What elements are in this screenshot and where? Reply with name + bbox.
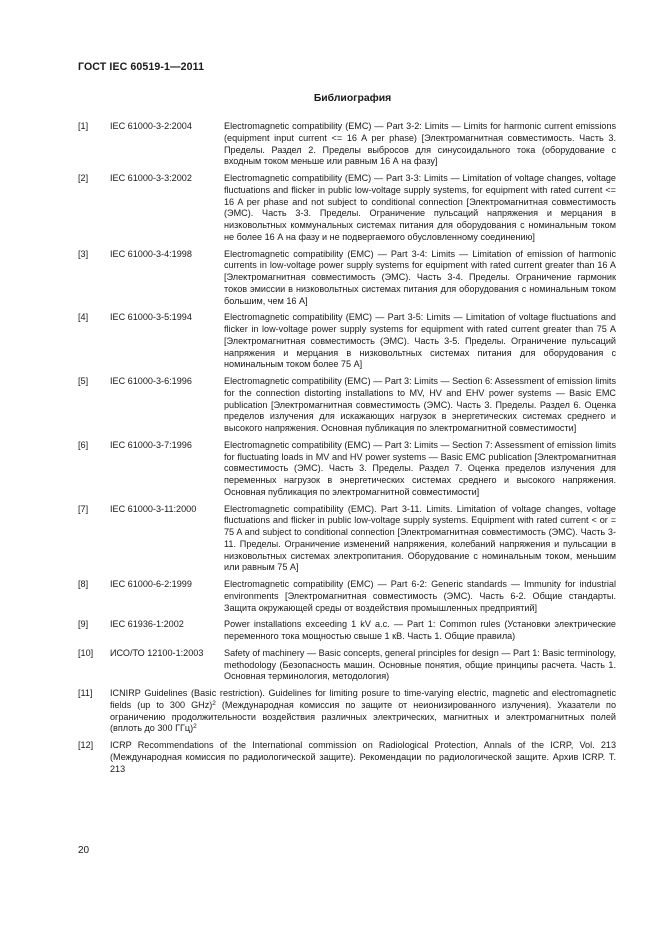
entry-standard-code: IEC 61000-3-5:1994 <box>110 312 192 323</box>
bibliography-entry <box>78 688 616 735</box>
entry-number: [1] <box>78 121 89 131</box>
entry-standard-code: IEC 61000-3-11:2000 <box>110 503 197 514</box>
entry-standard-code: IEC 61936-1:2002 <box>110 619 184 630</box>
footnote-mark: 2 <box>212 699 216 707</box>
entry-standard-code: IEC 61000-3-2:2004 <box>110 121 192 131</box>
entry-number: [3] <box>78 248 89 259</box>
entry-text-part: (Международная комиссия по защите от неионизированного излучения). Указатели по ограничению продолжительности воздействия различных электрических, магнитных и электромагнитных полей (вплоть до 300 ГГц) <box>110 699 617 734</box>
entry-text: Electromagnetic compatibility (EMC) — Part 3-5: Limits — Limitation of voltage fluctuations and flicker in low-voltage power supply systems for equipment with rated current greater than 75 A [Электромагнитная совместимость (ЭМС). Часть 3-5. Пределы. Ограничение пульсаций напряжения и мерцания в низковольтных системах питания для оборудования с номинальным током более 75 А] <box>224 312 616 370</box>
entry-standard-code: IEC 61000-3-4:1998 <box>110 248 192 259</box>
bibliography-entry <box>78 312 616 371</box>
bibliography-entry <box>78 173 616 244</box>
entry-number: [12] <box>78 740 94 750</box>
bibliography-entry <box>78 579 616 614</box>
entry-text: Electromagnetic compatibility (EMC) — Part 3: Limits — Section 7: Assessment of emission limits for fluctuating loads in MV and HV power systems — Basic EMC publication [Электромагнитная совместимость (ЭМС). Часть 3. Пределы. Раздел 7. Оценка пределов излучения для переменных нагрузок в энергетических системах среднего и высокого напряжения. Основная публикация по электромагнитной совместимости] <box>224 439 616 497</box>
section-title: Библиография <box>313 93 392 104</box>
entry-number: [7] <box>78 503 89 514</box>
entry-text: Electromagnetic compatibility (EMC). Part 3-11. Limits. Limitation of voltage changes, voltage fluctuations and flicker in public low-voltage supply systems. Equipment with rated current < or = 75 A and subject to conditional connection [Электромагнитная совместимость (ЭМС). Часть 3-11. Пределы. Ограничение изменений напряжения, колебаний напряжения и пульсации в низковольтных системах электропитания. Оборудование с номинальным током, меньшим или равным 75 А] <box>224 503 616 573</box>
entry-number: [8] <box>78 579 89 589</box>
bibliography-entry <box>78 504 616 575</box>
entry-text: Electromagnetic compatibility (EMC) — Part 3-2: Limits — Limits for harmonic current emissions (equipment input current <= 16 A per phase) [Электромагнитная совместимость. Часть 3. Пределы. Раздел 2. Пределы выбросов для синусоидального тока (оборудование с входным током меньше или равным 16 А на фазу] <box>224 121 616 167</box>
entry-standard-code: ИСО/ТО 12100-1:2003 <box>110 647 204 658</box>
bibliography-list <box>78 121 616 780</box>
entry-text: Power installations exceeding 1 kV a.c. — Part 1: Common rules (Установки электрические переменного тока мощностью свыше 1 кВ. Часть 1. Общие правила) <box>224 619 616 641</box>
entry-number: [4] <box>78 312 89 323</box>
entry-text: Electromagnetic compatibility (EMC) — Part 6-2: Generic standards — Immunity for industrial environments [Электромагнитная совместимость (ЭМС). Часть 6-2. Общие стандарты. Защита окружающей среды от воздействия промышленных предприятий] <box>224 579 616 613</box>
entry-standard-code: IEC 61000-3-6:1996 <box>110 376 192 386</box>
entry-text: Safety of machinery — Basic concepts, general principles for design — Part 1: Basic terminology, methodology (Безопасность машин. Основные понятия, общие принципы расчета. Часть 1. Основная терминология, методология) <box>224 647 616 682</box>
entry-text: ICRP Recommendations of the International commission on Radiological Protection, Annals of the ICRP, Vol. 213 (Международная комиссия по радиологической защите). Рекомендации по радиологической защите. Архив ICRP. Т. 213 <box>110 740 616 774</box>
page-number: 20 <box>78 845 90 856</box>
entry-text <box>110 688 616 735</box>
entry-text-part: ICNIRP Guidelines (Basic restriction). Guidelines for limiting posure to time-varying electric, magnetic and electromagnetic fields (up to 300 GHz) <box>110 688 616 710</box>
entry-standard-code: IEC 61000-3-3:2002 <box>110 173 192 183</box>
bibliography-entry <box>78 740 616 775</box>
entry-standard-code: IEC 61000-6-2:1999 <box>110 579 192 589</box>
entry-number: [5] <box>78 376 89 386</box>
entry-number: [11] <box>78 688 93 698</box>
footnote-mark: 2 <box>193 723 197 731</box>
entry-number: [10] <box>78 647 94 658</box>
bibliography-entry <box>78 648 616 683</box>
bibliography-entry <box>78 121 616 168</box>
entry-text: Electromagnetic compatibility (EMC) — Part 3: Limits — Section 6: Assessment of emission limits for the connection distorting installations to MV, HV and EHV power systems — Basic EMC publication [Электромагнитная совместимость (ЭМС). Часть 3. Пределы. Раздел 6. Оценка пределов излучения для искажающих нагрузок в энергетических системах среднего и высокого напряжения. Основная публикация по электромагнитной совместимости] <box>224 376 616 433</box>
bibliography-entry <box>78 619 616 643</box>
document-header: ГОСТ IEC 60519-1—2011 <box>78 61 205 73</box>
bibliography-entry <box>78 249 616 308</box>
entry-text: Electromagnetic compatibility (EMC) — Part 3-4: Limits — Limitation of emission of harmonic currents in low-voltage power supply systems for equipment with rated current greater than 16 A [Электромагнитная совместимость (ЭМС). Часть 3-4. Пределы. Ограничение гармоник токов эмиссии в низковольтных системах питания для оборудования с номинальным током большим, чем 16 А] <box>224 248 616 306</box>
entry-number: [9] <box>78 619 89 630</box>
entry-standard-code: IEC 61000-3-7:1996 <box>110 439 192 450</box>
entry-number: [2] <box>78 173 89 183</box>
entry-number: [6] <box>78 439 89 450</box>
bibliography-entry <box>78 440 616 499</box>
entry-text: Electromagnetic compatibility (EMC) — Part 3-3: Limits — Limitation of voltage changes, voltage fluctuations and flicker in public low-voltage supply systems, for equipment with rated current <= 16 A per phase and not subject to conditional connection [Электромагнитная совместимость (ЭМС). Часть 3-3. Пределы. Ограничение пульсаций напряжения и мерцания в низковольтных коммунальных системах питания для оборудования с номинальным током не более 16 А на фазу и не подвергаемого обусловленному соединению] <box>224 173 616 242</box>
bibliography-entry <box>78 376 616 435</box>
